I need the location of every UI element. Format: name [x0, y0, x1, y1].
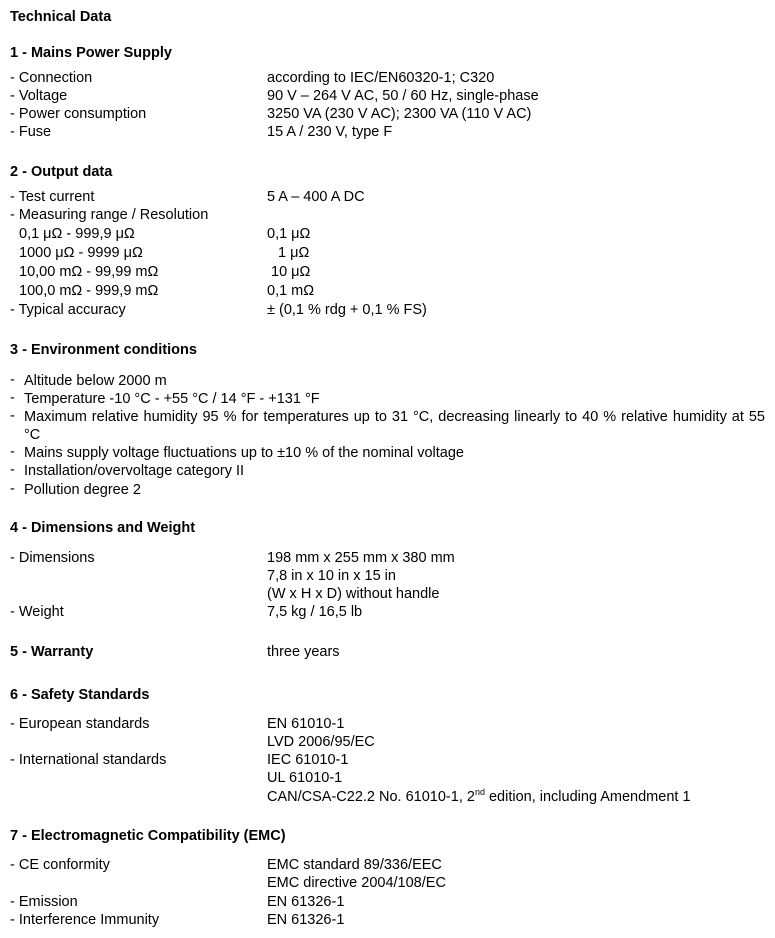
spec-value: 198 mm x 255 mm x 380 mm: [267, 550, 455, 566]
spec-label: - International standards: [10, 752, 167, 768]
section-1-heading: 1 - Mains Power Supply: [10, 45, 172, 61]
spec-row-interference-immunity: [10, 912, 765, 930]
resolution-value: 10 μΩ: [271, 264, 311, 280]
range-row: [10, 245, 765, 263]
range-value: 0,1 μΩ - 999,9 μΩ: [19, 226, 135, 242]
spec-value: 7,8 in x 10 in x 15 in: [267, 568, 396, 584]
spec-row-dimensions-cont: [10, 586, 765, 604]
spec-label: - Dimensions: [10, 550, 95, 566]
spec-row-power-consumption: [10, 106, 765, 124]
spec-row-dimensions-cont: [10, 568, 765, 586]
spec-label: - Weight: [10, 604, 64, 620]
spec-value: EN 61010-1: [267, 716, 345, 732]
spec-row-ce-conformity: [10, 857, 765, 875]
spec-row-european-standards: [10, 716, 765, 734]
page-title: Technical Data: [10, 9, 112, 25]
resolution-value: 0,1 μΩ: [267, 226, 311, 242]
spec-label: - Connection: [10, 70, 93, 86]
spec-value: UL 61010-1: [267, 770, 343, 786]
range-value: 1000 μΩ - 9999 μΩ: [19, 245, 143, 261]
spec-value: LVD 2006/95/EC: [267, 734, 375, 750]
spec-label: - Typical accuracy: [10, 302, 126, 318]
spec-row-weight: [10, 604, 765, 622]
spec-label: - Interference Immunity: [10, 912, 160, 928]
range-row: [10, 226, 765, 244]
spec-row-accuracy: [10, 302, 765, 320]
spec-value: 5 A – 400 A DC: [267, 189, 365, 205]
spec-row-european-standards-cont: [10, 734, 765, 752]
spec-label: - Measuring range / Resolution: [10, 207, 209, 223]
spec-value: CAN/CSA-C22.2 No. 61010-1, 2nd edition, including Amendment 1: [267, 787, 691, 805]
spec-value: EMC directive 2004/108/EC: [267, 875, 446, 891]
spec-value: 15 A / 230 V, type F: [267, 124, 393, 140]
spec-row-international-standards-cont: [10, 789, 765, 807]
section-7-heading: 7 - Electromagnetic Compatibility (EMC): [10, 828, 286, 844]
section-3-heading: 3 - Environment conditions: [10, 342, 197, 358]
section-2-heading: 2 - Output data: [10, 164, 113, 180]
range-value: 10,00 mΩ - 99,99 mΩ: [19, 264, 159, 280]
spec-value: EMC standard 89/336/EEC: [267, 857, 442, 873]
spec-value: EN 61326-1: [267, 912, 345, 928]
section-6-heading: 6 - Safety Standards: [10, 687, 150, 703]
spec-label: - Fuse: [10, 124, 52, 140]
spec-label: - Power consumption: [10, 106, 147, 122]
range-row: [10, 264, 765, 282]
spec-value: 90 V – 264 V AC, 50 / 60 Hz, single-phase: [267, 88, 539, 104]
spec-row-emission: [10, 894, 765, 912]
spec-row-fuse: [10, 124, 765, 142]
section-4-heading: 4 - Dimensions and Weight: [10, 520, 196, 536]
range-value: 100,0 mΩ - 999,9 mΩ: [19, 283, 159, 299]
spec-row-ce-conformity-cont: [10, 875, 765, 893]
spec-value: EN 61326-1: [267, 894, 345, 910]
range-row: [10, 283, 765, 301]
warranty-value: three years: [267, 644, 340, 660]
spec-row-measuring-range: [10, 207, 765, 225]
spec-label: - Test current: [10, 189, 95, 205]
spec-label: - European standards: [10, 716, 150, 732]
spec-label: - Voltage: [10, 88, 68, 104]
section-5-heading: 5 - Warranty: [10, 644, 94, 660]
spec-row-international-standards-cont: [10, 770, 765, 788]
spec-value: 7,5 kg / 16,5 lb: [267, 604, 363, 620]
spec-value: according to IEC/EN60320-1; C320: [267, 70, 495, 86]
spec-label: - CE conformity: [10, 857, 110, 873]
spec-row-test-current: [10, 189, 765, 207]
spec-row-voltage: [10, 88, 765, 106]
spec-value: (W x H x D) without handle: [267, 586, 440, 602]
spec-value: 3250 VA (230 V AC); 2300 VA (110 V AC): [267, 106, 532, 122]
spec-label: - Emission: [10, 894, 78, 910]
spec-value: IEC 61010-1: [267, 752, 349, 768]
spec-value: ± (0,1 % rdg + 0,1 % FS): [267, 302, 427, 318]
spec-row-dimensions: [10, 550, 765, 568]
resolution-value: 0,1 mΩ: [267, 283, 315, 299]
resolution-value: 1 μΩ: [278, 245, 310, 261]
spec-row-international-standards: [10, 752, 765, 770]
spec-row-connection: [10, 70, 765, 88]
